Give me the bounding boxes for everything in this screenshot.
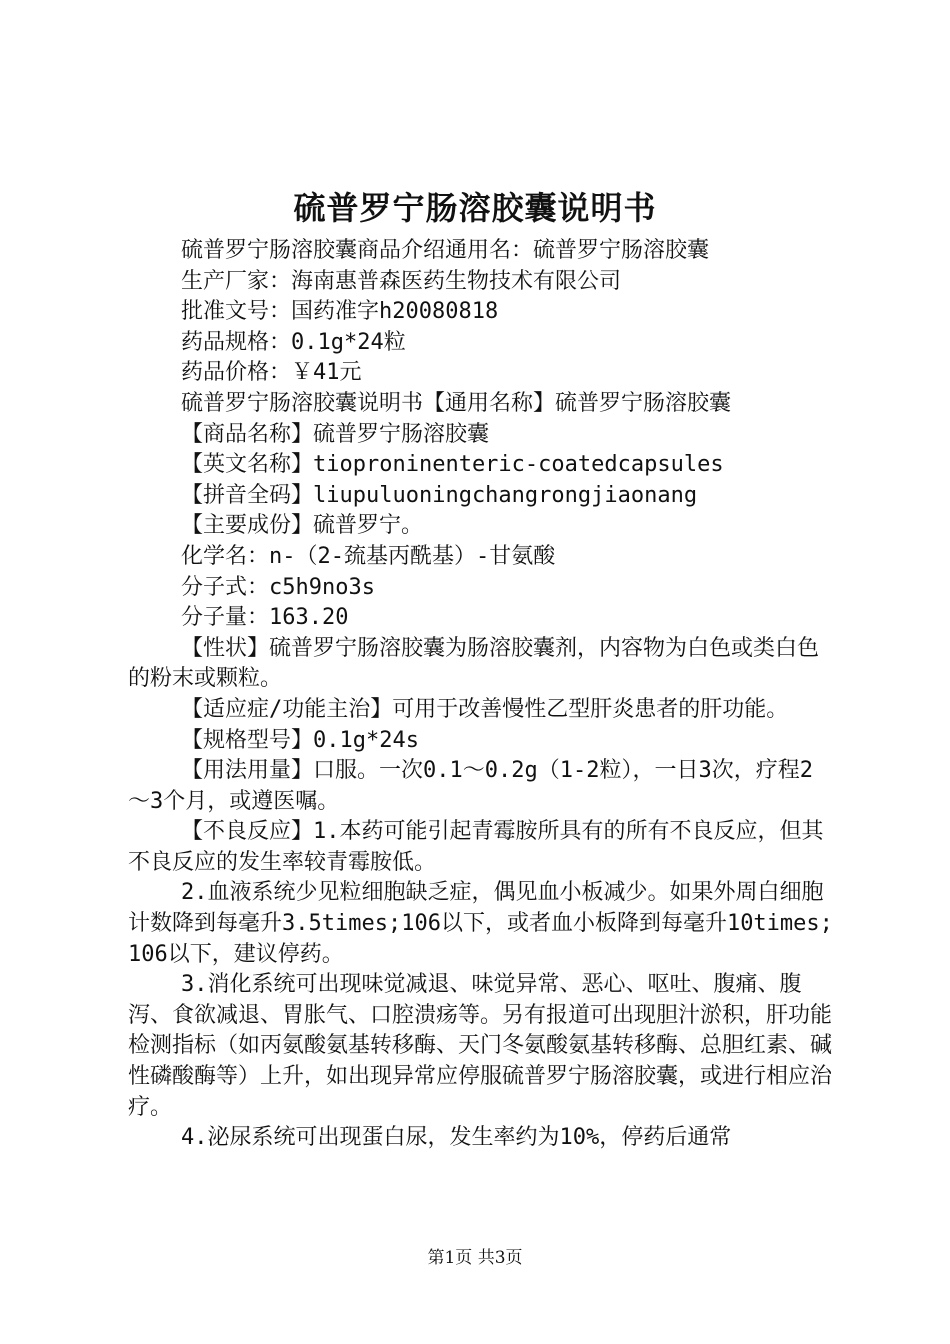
paragraph-digestive-system: 3.消化系统可出现味觉减退、味觉异常、恶心、呕吐、腹痛、腹泻、食欲减退、胃胀气、口腔溃疡等。另有报道可出现胆汁淤积，肝功能检测指标（如丙氨酸氨基转移酶、天门冬氨酸氨基转移酶、总胆红素、碱性磷酸酶等）上升，如出现异常应停服硫普罗宁肠溶胶囊，或进行相应治疗。 (128, 972, 833, 1120)
paragraph-trade-name: 【商品名称】硫普罗宁肠溶胶囊 (181, 421, 490, 447)
paragraph-specification: 药品规格：0.1g*24粒 (181, 329, 406, 355)
paragraph-adverse-reactions: 【不良反应】1.本药可能引起青霉胺所具有的所有不良反应，但其不良反应的发生率较青霉胺低。 (128, 819, 824, 875)
paragraph-english-name: 【英文名称】tioproninenteric-coatedcapsules (181, 452, 724, 478)
paragraph-urinary-system: 4.泌尿系统可出现蛋白尿，发生率约为10%，停药后通常 (181, 1125, 732, 1151)
page-footer: 第1页 共3页 (427, 1248, 523, 1268)
paragraph-pinyin: 【拼音全码】liupuluoningchangrongjiaonang (181, 482, 698, 508)
paragraph-description: 【性状】硫普罗宁肠溶胶囊为肠溶胶囊剂，内容物为白色或类白色的粉末或颗粒。 (128, 635, 820, 692)
paragraph-molecular-formula: 分子式：c5h9no3s (181, 574, 375, 600)
paragraph-indications: 【适应症/功能主治】可用于改善慢性乙型肝炎患者的肝功能。 (181, 696, 789, 722)
paragraph-intro: 硫普罗宁肠溶胶囊商品介绍通用名：硫普罗宁肠溶胶囊 (181, 238, 710, 263)
paragraph-molecular-weight: 分子量：163.20 (181, 605, 349, 631)
paragraph-ingredients: 【主要成份】硫普罗宁。 (181, 513, 424, 539)
paragraph-approval-number: 批准文号：国药准字h20080818 (181, 299, 499, 325)
paragraph-model: 【规格型号】0.1g*24s (181, 727, 419, 753)
paragraph-manufacturer: 生产厂家：海南惠普森医药生物技术有限公司 (181, 268, 622, 294)
paragraph-blood-system: 2.血液系统少见粒细胞缺乏症，偶见血小板减少。如果外周白细胞计数降到每毫升3.5times;106以下，或者血小板降到每毫升10times;106以下，建议停药。 (128, 880, 833, 967)
document-body (128, 236, 834, 1154)
paragraph-price: 药品价格：￥41元 (181, 360, 362, 386)
paragraph-dosage: 【用法用量】口服。一次0.1～0.2g（1-2粒），一日3次，疗程2～3个月，或遵医嘱。 (128, 758, 813, 814)
document-title: 硫普罗宁肠溶胶囊说明书 (293, 189, 657, 227)
paragraph-chemical-name: 化学名：n-（2-巯基丙酰基）-甘氨酸 (181, 543, 556, 569)
paragraph-generic-name: 硫普罗宁肠溶胶囊说明书【通用名称】硫普罗宁肠溶胶囊 (181, 390, 732, 416)
